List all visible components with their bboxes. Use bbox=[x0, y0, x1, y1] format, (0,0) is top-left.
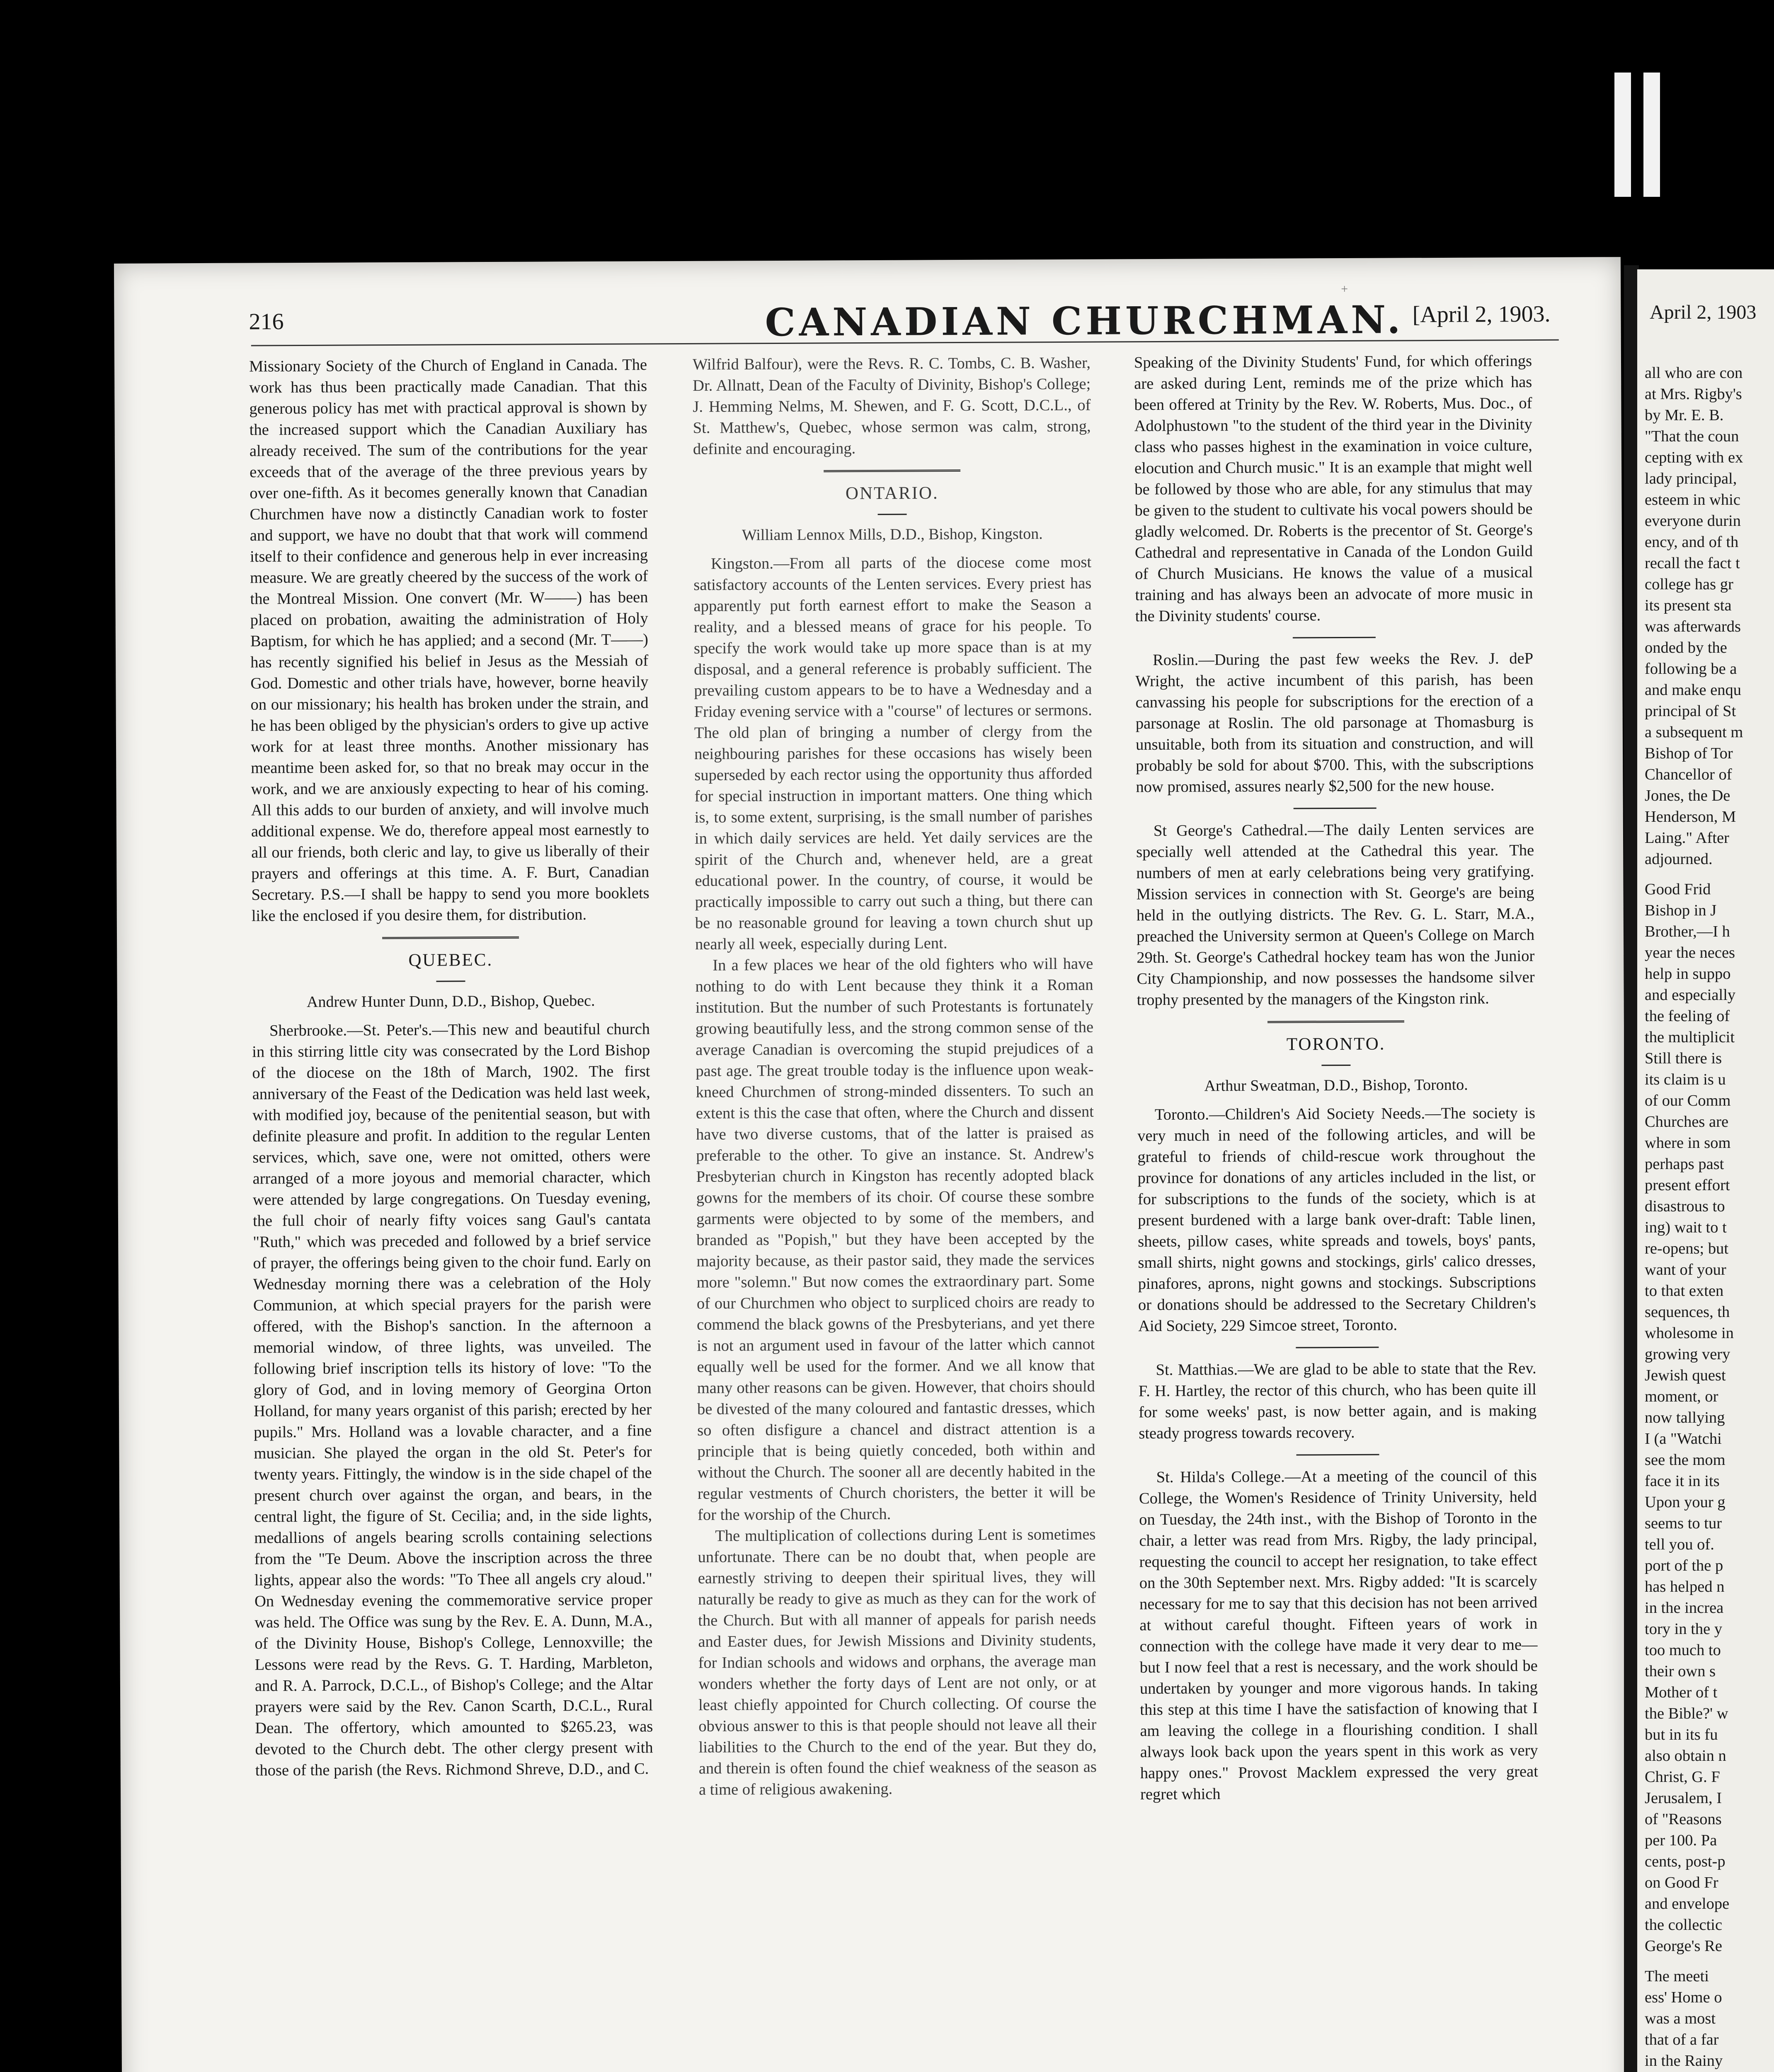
bishop-line: Andrew Hunter Dunn, D.D., Bishop, Quebec. bbox=[306, 992, 595, 1011]
adjacent-page-line: a subsequent m bbox=[1645, 724, 1743, 741]
adjacent-page-line: principal of St bbox=[1645, 702, 1736, 720]
adjacent-page-header: April 2, 1903 bbox=[1650, 301, 1757, 323]
adjacent-page-line: everyone durin bbox=[1645, 512, 1741, 530]
adjacent-page-line: too much to bbox=[1645, 1641, 1721, 1659]
adjacent-page-line: Henderson, M bbox=[1645, 808, 1736, 825]
issue-date: [April 2, 1903. bbox=[1412, 301, 1551, 328]
adjacent-page-line: Laing." After bbox=[1645, 829, 1729, 847]
adjacent-page-line: at Mrs. Rigby's bbox=[1645, 385, 1742, 403]
paragraph-divider bbox=[1296, 1347, 1379, 1348]
adjacent-page-line: Bishop of Tor bbox=[1645, 745, 1733, 762]
adjacent-page-line: on Good Fr bbox=[1645, 1874, 1718, 1891]
bishop-line: Arthur Sweatman, D.D., Bishop, Toronto. bbox=[1204, 1076, 1468, 1095]
adjacent-page-line: but in its fu bbox=[1645, 1726, 1718, 1743]
paragraph-divider bbox=[1293, 637, 1376, 639]
adjacent-page-line: their own s bbox=[1645, 1663, 1716, 1680]
adjacent-page-line: was a most bbox=[1645, 2010, 1716, 2027]
adjacent-page-line: wholesome in bbox=[1645, 1324, 1734, 1342]
adjacent-page-line: and envelope bbox=[1645, 1895, 1730, 1912]
adjacent-page-line: per 100. Pa bbox=[1645, 1832, 1717, 1849]
adjacent-page-line: tory in the y bbox=[1645, 1620, 1723, 1638]
adjacent-page-line: I (a "Watchi bbox=[1645, 1430, 1722, 1447]
adjacent-page-line: in the Rainy bbox=[1645, 2052, 1723, 2070]
adjacent-page-line: Jewish quest bbox=[1645, 1367, 1726, 1384]
adjacent-page-line: Jones, the De bbox=[1645, 787, 1730, 804]
masthead-title: CANADIAN CHURCHMAN. bbox=[765, 297, 1404, 345]
adjacent-page-line: of "Reasons bbox=[1645, 1811, 1722, 1828]
adjacent-page-line: the feeling of bbox=[1645, 1007, 1730, 1025]
adjacent-page-line: has helped n bbox=[1645, 1578, 1725, 1595]
adjacent-page-line: of our Comm bbox=[1645, 1092, 1731, 1109]
adjacent-page-line: help in suppo bbox=[1645, 965, 1731, 983]
adjacent-page-line: present effort bbox=[1645, 1176, 1730, 1194]
adjacent-page-line: want of your bbox=[1645, 1261, 1726, 1278]
adjacent-page-line: was afterwards bbox=[1645, 618, 1741, 635]
adjacent-page-line: where in som bbox=[1645, 1134, 1731, 1152]
adjacent-page-line: onded by the bbox=[1645, 639, 1727, 656]
section-divider bbox=[382, 937, 519, 939]
adjacent-page-line: Upon your g bbox=[1645, 1493, 1726, 1511]
film-mark-top bbox=[1614, 73, 1631, 197]
page-number: 216 bbox=[249, 309, 284, 335]
adjacent-page-line: and make enqu bbox=[1645, 681, 1742, 699]
adjacent-page-line: face it in its bbox=[1645, 1472, 1720, 1490]
article-paragraph: Wilfrid Balfour), were the Revs. R. C. Tombs, C. B. Washer, Dr. Allnatt, Dean of the Faculty of Divinity, Bishop's College; J. Hemming Nelms, M. Shewen, and F. G. Scott, D.C.L., of St. Matthew's, Quebec, whose sermon was calm, strong, definite and encouraging. bbox=[692, 354, 1091, 458]
adjacent-page-line: disastrous to bbox=[1645, 1198, 1725, 1215]
column-1 bbox=[249, 354, 653, 1781]
column-3 bbox=[1134, 351, 1538, 1805]
adjacent-page-line: port of the p bbox=[1645, 1557, 1723, 1574]
article-paragraph: Toronto.—Children's Aid Society Needs.—The society is very much in need of the following articles, and will be grateful to friends of child-rescue work throughout the province for donations of any articles included in the list, or for subscriptions to the funds of the society, which is at present burdened with a large bank over-draft: Table linen, sheets, pillow cases, white spreads and towels, boys' pants, small shirts, night gowns and stockings, girls' calico dresses, pinafores, aprons, night gowns and stockings. Subscriptions or donations should be addressed to the Secretary Children's Aid Society, 229 Simcoe street, Toronto. bbox=[1137, 1104, 1536, 1335]
adjacent-paragraph bbox=[1645, 1966, 1774, 2072]
bishop-line: William Lennox Mills, D.D., Bishop, Kingston. bbox=[742, 525, 1043, 544]
adjacent-page-line: Still there is bbox=[1645, 1050, 1722, 1067]
adjacent-page-line: the multiplicit bbox=[1645, 1029, 1735, 1046]
adjacent-page-line: and especially bbox=[1645, 986, 1736, 1004]
paragraph-divider bbox=[1297, 1454, 1379, 1456]
adjacent-page-line: growing very bbox=[1645, 1346, 1730, 1363]
adjacent-paragraph bbox=[1645, 363, 1774, 870]
section-divider bbox=[824, 470, 960, 472]
page-header bbox=[249, 297, 1554, 354]
adjacent-page-line: Brother,—I h bbox=[1645, 923, 1730, 940]
adjacent-page-line: following be a bbox=[1645, 660, 1737, 678]
adjacent-page-line: George's Re bbox=[1645, 1937, 1722, 1955]
adjacent-page-line: its present sta bbox=[1645, 597, 1732, 614]
article-paragraph: Kingston.—From all parts of the diocese come most satisfactory accounts of the Lenten services. Every priest has apparently put forth earnest effort to make the Season a reality, and a blessed means of grace for his people. To specify the work would take up more space than is at my disposal, and a general reference is probably sufficient. The prevailing custom appears to be to have a Wednesday and a Friday evening service with a "course" of lectures or sermons. The old plan of bringing a number of clergy from the neighbouring parishes for these occasions has wisely been superseded by each rector using the opportunity thus afforded for special instruction in important matters. One thing which is, to some extent, surprising, is the small number of parishes in which daily services are held. Yet daily services are the spirit of the Church and, whenever held, are a great educational power. In the country, of course, it would be practically impossible to carry out such a thing, but there can be no reasonable ground for leaving a town church shut up nearly all week, especially during Lent. bbox=[693, 553, 1093, 953]
column-2 bbox=[693, 353, 1097, 1801]
adjacent-page-line: Churches are bbox=[1645, 1113, 1729, 1130]
article-paragraph: St. Hilda's College.—At a meeting of the council of this College, the Women's Residence of Trinity University, held on Tuesday, the 24th inst., with the Bishop of Toronto in the chair, a letter was read from Mrs. Rigby, the lady principal, requesting the council to accept her resignation, to take effect on the 30th September next. Mrs. Rigby added: "It is scarcely necessary for me to say that this decision has not been arrived at without careful thought. Fifteen years of work in connection with the college have made it very dear to me—but I now feel that a rest is necessary, and the work should be undertaken by younger and more vigorous hands. In taking this step at this time I have the satisfaction of knowing that I am leaving the college in a flourishing condition. I shall always look back upon the years spent in this work as very happy ones." Provost Macklem expressed the very great regret which bbox=[1139, 1467, 1538, 1803]
adjacent-page-line: esteem in whic bbox=[1645, 491, 1740, 508]
registration-mark: + bbox=[1341, 282, 1348, 296]
heading-rule bbox=[1321, 1065, 1350, 1066]
adjacent-page-line: also obtain n bbox=[1645, 1747, 1726, 1765]
adjacent-page-line: see the mom bbox=[1645, 1451, 1726, 1469]
adjacent-page-line: the collectic bbox=[1645, 1916, 1723, 1934]
heading-rule bbox=[878, 514, 907, 515]
adjacent-page bbox=[1637, 269, 1774, 2072]
adjacent-page-line: perhaps past bbox=[1645, 1155, 1724, 1173]
adjacent-page-line: that of a far bbox=[1645, 2031, 1719, 2048]
adjacent-page-line: all who are con bbox=[1645, 364, 1743, 382]
adjacent-page-line: to that exten bbox=[1645, 1282, 1724, 1300]
film-mark-top bbox=[1643, 73, 1660, 197]
adjacent-page-line: seems to tur bbox=[1645, 1515, 1722, 1532]
adjacent-page-line: adjourned. bbox=[1645, 850, 1713, 868]
adjacent-page-line: its claim is u bbox=[1645, 1071, 1726, 1088]
section-heading: TORONTO. bbox=[1286, 1034, 1386, 1054]
article-paragraph: In a few places we hear of the old fighters who will have nothing to do with Lent because they think it a Roman institution. But the number of such Protestants is fortunately growing beautifully less, and the strong common sense of the average Canadian is overcoming the stupid prejudices of a past age. The great trouble today is the influence upon weak-kneed Churchmen of strong-minded dissenters. To such an extent is this the case that often, where the Church and dissent have two diverse customs, that of the latter is praised as preferable to the other. To give an instance. St. Andrew's Presbyterian church in Kingston has recently adopted black gowns for the members of its choir. Of course these sombre garments were objected to by some of the members, and branded as "Popish," but they have been accepted by the majority because, as their pastor said, they made the services more "solemn." But now comes the extraordinary part. Some of our Churchmen who object to surpliced choirs are ready to commend the black gowns of the Presbyterians, and yet there is not an argument used in favour of the latter which cannot equally well be used for the former. And we all know that many other reasons can be given. However, that choirs should be divested of the many coloured and fantastic dresses, which so often disfigure a chancel and distract attention is a principle that is being quietly conceded, both within and without the Church. The sooner all are decently habited in the regular vestments of Church choristers, the better it will be for the worship of the Church. bbox=[695, 955, 1095, 1524]
adjacent-page-line: Mother of t bbox=[1645, 1684, 1718, 1701]
adjacent-page-line: moment, or bbox=[1645, 1388, 1718, 1405]
article-paragraph: Speaking of the Divinity Students' Fund, for which offerings are asked during Lent, reminds me of the prize which has been offered at Trinity by the Rev. W. Roberts, Mus. Doc., of Adolphustown "to the student of the third year in the Divinity class who passes highest in the examination in voice culture, elocution and Church music." It is an example that might well be followed by those who are able, for any stimulus that may be given to the student to cultivate his vocal powers should be gladly welcomed. Dr. Roberts is the precentor of St. George's Cathedral and representative in Canada of the London Guild of Church Musicians. He knows the value of a musical training and has always been an advocate of more music in the Divinity students' course. bbox=[1134, 352, 1533, 625]
adjacent-page-line: sequences, th bbox=[1645, 1303, 1730, 1321]
section-heading: ONTARIO. bbox=[845, 483, 939, 503]
article-paragraph: Sherbrooke.—St. Peter's.—This new and beautiful church in this stirring little city was consecrated by the Lord Bishop of the diocese on the 18th of March, 1902. The first anniversary of the Feast of the Dedication was held last week, with modified joy, because of the penitential season, but with definite pleasure and profit. In addition to the regular Lenten services, which, save one, were not omitted, others were arranged of a more joyous and memorial character, which were attended by large congregations. On Tuesday evening, the full choir of nearly fifty voices sang Gaul's cantata "Ruth," which was preceded and followed by a brief service of prayer, the offerings being given to the choir fund. Early on Wednesday morning there was a celebration of the Holy Communion, at which special prayers for the parish were offered, with the Bishop's sanction. In the afternoon a memorial window, of three lights, was unveiled. The following brief inscription tells its history of love: "To the glory of God, and in loving memory of Georgina Orton Holland, for many years organist of this parish; erected by her pupils." Mrs. Holland was a lovable character, and a fine musician. She played the organ in the old St. Peter's for twenty years. Fittingly, the window is in the side chapel of the present church over against the organ, and bears, in the central light, the figure of St. Cecilia; and, in the side lights, medallions of angels bearing scrolls containing selections from the "Te Deum. Above the inscription across the three lights, appear also the words: "To Thee all angels cry aloud." On Wednesday evening the commemorative service proper was held. The Office was sung by the Rev. E. A. Dunn, M.A., of the Divinity House, Bishop's College, Lennoxville; the Lessons were read by the Revs. G. T. Harding, Marbleton, and R. A. Parrock, D.C.L., of Bishop's College; and the Altar prayers were said by the Rev. Canon Scarth, D.C.L., Rural Dean. The offertory, which amounted to $265.23, was devoted to the Church debt. The other clergy present with those of the parish (the Revs. Richmond Shreve, D.D., and C. bbox=[252, 1020, 653, 1779]
page-gutter bbox=[1624, 265, 1639, 2072]
article-paragraph: Missionary Society of the Church of England in Canada. The work has thus been practically made Canadian. That this generous policy has met with practical approval is shown by the increased support which the Canadian Auxiliary has already received. The sum of the contributions for the year exceeds that of the average of the three previous years by over one-fifth. As it becomes generally known that Canadian Churchmen have now a distinctly Canadian work to foster and support, we have no doubt that that work will commend itself to their confidence and generous help in ever increasing measure. We are greatly cheered by the success of the work of the Montreal Mission. One convert (Mr. W——) has been placed on probation, awaiting the administration of Holy Baptism, for which he has applied; and a second (Mr. T——) has recently signified his belief in Jesus as the Messiah of God. Domestic and other trials have, however, borne heavily on our missionary; his health has broken under the strain, and he has been obliged by the physician's orders to give up active work for at least three months. Another missionary has meantime been asked for, so that no break may occur in the work, and we are anxiously expecting to hear of his coming. All this adds to our burden of anxiety, and will involve much additional expense. We do, therefore appeal most earnestly to all our friends, both cleric and lay, to give us liberally of their prayers and offerings at this time. A. F. Burt, Canadian Secretary. P.S.—I shall be happy to send you more booklets like the enclosed if you desire them, for distribution. bbox=[249, 356, 649, 925]
adjacent-page-line: in the increa bbox=[1645, 1599, 1724, 1617]
adjacent-page-line: college has gr bbox=[1645, 576, 1733, 593]
newspaper-page bbox=[114, 257, 1629, 2072]
adjacent-page-line: recall the fact t bbox=[1645, 554, 1740, 572]
adjacent-page-line: re-opens; but bbox=[1645, 1240, 1729, 1257]
adjacent-page-line: ency, and of th bbox=[1645, 533, 1739, 551]
adjacent-page-line: Jerusalem, I bbox=[1645, 1789, 1722, 1807]
adjacent-page-line: lady principal, bbox=[1645, 470, 1737, 487]
adjacent-page-line: "That the coun bbox=[1645, 428, 1739, 445]
section-heading: QUEBEC. bbox=[408, 950, 493, 970]
adjacent-paragraph bbox=[1645, 879, 1774, 1957]
section-divider bbox=[1267, 1020, 1404, 1023]
adjacent-page-line: Good Frid bbox=[1645, 881, 1711, 898]
adjacent-page-line: Chancellor of bbox=[1645, 766, 1732, 783]
adjacent-page-line: cents, post-p bbox=[1645, 1853, 1726, 1870]
adjacent-page-line: ing) wait to t bbox=[1645, 1219, 1727, 1236]
adjacent-page-line: Bishop in J bbox=[1645, 902, 1717, 919]
adjacent-page-line: ess' Home o bbox=[1645, 1989, 1722, 2006]
adjacent-page-line: tell you of. bbox=[1645, 1536, 1714, 1553]
paragraph-divider bbox=[1294, 808, 1377, 809]
adjacent-page-text bbox=[1645, 363, 1774, 2072]
adjacent-page-line: The meeti bbox=[1645, 1968, 1709, 1985]
heading-rule bbox=[436, 980, 465, 982]
article-paragraph: St George's Cathedral.—The daily Lenten services are specially well attended at the Cathedral this year. The numbers of men at early celebrations being very gratifying. Mission services in connection with St. George's are being held in the outlying districts. The Rev. G. L. Starr, M.A., preached the University sermon at Queen's College on March 29th. St. George's Cathedral hockey team has won the Junior City Championship, and now possesses the handsome silver trophy presented by the managers of the Kingston rink. bbox=[1136, 821, 1535, 1009]
adjacent-page-line: year the neces bbox=[1645, 944, 1735, 961]
adjacent-page-line: Christ, G. F bbox=[1645, 1768, 1720, 1786]
article-paragraph: The multiplication of collections during Lent is sometimes unfortunate. There can be no doubt that, when people are earnestly striving to deepen their spiritual lives, they will naturally be ready to give as much as they can for the work of the Church. But with all manner of appeals for parish needs and Easter dues, for Jewish Missions and Divinity students, for Indian schools and widows and orphans, the average man wonders whether the forty days of Lent are not only, or at least chiefly appointed for Church collecting. Of course the obvious answer to this is that people should not leave all their liabilities to the Church to the end of the year. But they do, and therein is often found the chief weakness of the season as a time of religious awakening. bbox=[698, 1525, 1097, 1798]
adjacent-page-line: by Mr. E. B. bbox=[1645, 407, 1724, 424]
article-paragraph: St. Matthias.—We are glad to be able to state that the Rev. F. H. Hartley, the rector of this church, who has been quite ill for some weeks' past, is now better again, and is making steady progress towards recovery. bbox=[1138, 1360, 1537, 1443]
adjacent-page-line: now tallying bbox=[1645, 1409, 1725, 1426]
adjacent-page-line: the Bible?' w bbox=[1645, 1705, 1728, 1722]
article-paragraph: Roslin.—During the past few weeks the Rev. J. deP Wright, the active incumbent of this parish, has been canvassing his people for subscriptions for the erection of a parsonage at Roslin. The old parsonage at Thomasburg is unsuitable, both from its situation and construction, and will probably be sold for about $700. This, with the subscriptions now promised, assures nearly $2,500 for the new house. bbox=[1135, 650, 1534, 796]
adjacent-page-line: cepting with ex bbox=[1645, 449, 1743, 466]
